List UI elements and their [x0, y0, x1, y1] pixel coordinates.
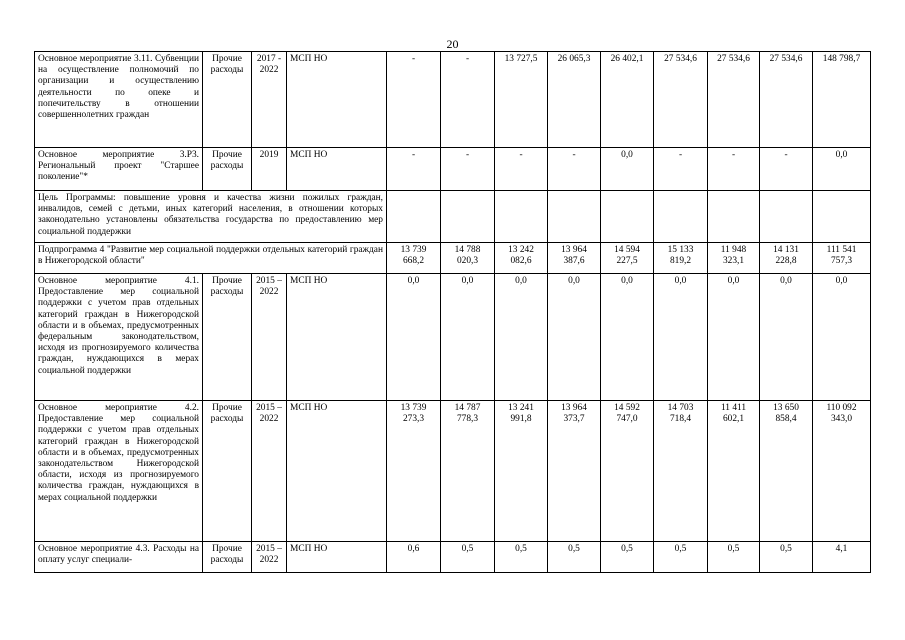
- value-cell: 0,0: [601, 148, 654, 191]
- value-cell: 0,6: [387, 542, 441, 573]
- value-cell: 27 534,6: [708, 52, 760, 148]
- value-cell: 0,0: [654, 274, 708, 401]
- value-cell: 0,5: [601, 542, 654, 573]
- value-cell: [654, 191, 708, 243]
- table-row: [35, 243, 871, 274]
- value-cell: 27 534,6: [654, 52, 708, 148]
- value-cell: 13 650 858,4: [760, 401, 813, 542]
- value-cell: 0,0: [441, 274, 495, 401]
- value-cell: 0,5: [760, 542, 813, 573]
- value-cell: [441, 191, 495, 243]
- total-cell: 4,1: [813, 542, 871, 573]
- value-cell: 13 739 273,3: [387, 401, 441, 542]
- table-row: [35, 52, 871, 148]
- executor: МСП НО: [287, 52, 387, 148]
- value-cell: 26 402,1: [601, 52, 654, 148]
- value-cell: 13 241 991,8: [495, 401, 548, 542]
- executor: МСП НО: [287, 274, 387, 401]
- value-cell: 0,0: [548, 274, 601, 401]
- activity-description: Основное мероприятие 3.Р3. Региональный проект "Старшее поколение"*: [35, 148, 203, 191]
- value-cell: 13 739 668,2: [387, 243, 441, 274]
- total-cell: 148 798,7: [813, 52, 871, 148]
- value-cell: 0,0: [601, 274, 654, 401]
- value-cell: [601, 191, 654, 243]
- executor: МСП НО: [287, 148, 387, 191]
- period: 2015 – 2022: [252, 401, 287, 542]
- value-cell: -: [441, 52, 495, 148]
- value-cell: 14 788 020,3: [441, 243, 495, 274]
- value-cell: -: [548, 148, 601, 191]
- value-cell: 14 703 718,4: [654, 401, 708, 542]
- subprogram-title: Подпрограмма 4 "Развитие мер социальной поддержки отдельных категорий граждан в Нижегородской области": [35, 243, 387, 274]
- total-cell: 110 092 343,0: [813, 401, 871, 542]
- value-cell: -: [654, 148, 708, 191]
- value-cell: 11 948 323,1: [708, 243, 760, 274]
- expense-type: Прочие расходы: [203, 401, 252, 542]
- value-cell: 11 411 602,1: [708, 401, 760, 542]
- value-cell: 0,5: [495, 542, 548, 573]
- table-row: [35, 148, 871, 191]
- executor: МСП НО: [287, 401, 387, 542]
- value-cell: 0,5: [548, 542, 601, 573]
- period: 2019: [252, 148, 287, 191]
- value-cell: 13 242 082,6: [495, 243, 548, 274]
- activity-description: Основное мероприятие 4.2. Предоставление мер социальной поддержки с учетом прав отдельных категорий граждан в Нижегородской области и в объемах, предусмотренных законодательством Нижегородской области, исходя из прогнозируемого количества граждан, нуждающихся в мерах социальной поддержки: [35, 401, 203, 542]
- program-goal: Цель Программы: повышение уровня и качества жизни пожилых граждан, инвалидов, семей с детьми, иных категорий населения, в отношении которых законодательно установлены обязательства государства по предоставлению мер социальной поддержки: [35, 191, 387, 243]
- value-cell: [708, 191, 760, 243]
- value-cell: 0,0: [760, 274, 813, 401]
- value-cell: 0,5: [441, 542, 495, 573]
- total-cell: 0,0: [813, 148, 871, 191]
- value-cell: 27 534,6: [760, 52, 813, 148]
- table-row: [35, 401, 871, 542]
- value-cell: 14 592 747,0: [601, 401, 654, 542]
- page-number: 20: [446, 37, 459, 51]
- expense-type: Прочие расходы: [203, 52, 252, 148]
- value-cell: 0,0: [495, 274, 548, 401]
- expense-type: Прочие расходы: [203, 274, 252, 401]
- table-row: [35, 274, 871, 401]
- value-cell: 15 133 819,2: [654, 243, 708, 274]
- expense-type: Прочие расходы: [203, 148, 252, 191]
- value-cell: [387, 191, 441, 243]
- value-cell: [548, 191, 601, 243]
- activity-description: Основное мероприятие 3.11. Субвенции на осуществление полномочий по организации и осуществлению деятельности по опеке и попечительству в отношении совершеннолетних граждан: [35, 52, 203, 148]
- period: 2015 – 2022: [252, 542, 287, 573]
- table-row: [35, 191, 871, 243]
- program-funding-table: [34, 51, 871, 573]
- total-cell: 111 541 757,3: [813, 243, 871, 274]
- value-cell: 13 727,5: [495, 52, 548, 148]
- value-cell: -: [387, 148, 441, 191]
- value-cell: 26 065,3: [548, 52, 601, 148]
- value-cell: 14 594 227,5: [601, 243, 654, 274]
- value-cell: -: [441, 148, 495, 191]
- activity-description: Основное мероприятие 4.3. Расходы на оплату услуг специали-: [35, 542, 203, 573]
- period: 2017 - 2022: [252, 52, 287, 148]
- value-cell: 0,0: [387, 274, 441, 401]
- value-cell: 13 964 387,6: [548, 243, 601, 274]
- value-cell: 14 787 778,3: [441, 401, 495, 542]
- value-cell: -: [495, 148, 548, 191]
- value-cell: 14 131 228,8: [760, 243, 813, 274]
- value-cell: 0,5: [708, 542, 760, 573]
- value-cell: [760, 191, 813, 243]
- expense-type: Прочие расходы: [203, 542, 252, 573]
- value-cell: 0,0: [708, 274, 760, 401]
- value-cell: 13 964 373,7: [548, 401, 601, 542]
- total-cell: 0,0: [813, 274, 871, 401]
- activity-description: Основное мероприятие 4.1. Предоставление мер социальной поддержки с учетом прав отдельных категорий граждан в Нижегородской области и в объемах, предусмотренных федеральным законодательством, исходя из прогнозируемого количества граждан, нуждающихся в мерах социальной поддержки: [35, 274, 203, 401]
- table-row: [35, 542, 871, 573]
- value-cell: -: [387, 52, 441, 148]
- value-cell: 0,5: [654, 542, 708, 573]
- value-cell: -: [760, 148, 813, 191]
- total-cell: [813, 191, 871, 243]
- executor: МСП НО: [287, 542, 387, 573]
- value-cell: [495, 191, 548, 243]
- value-cell: -: [708, 148, 760, 191]
- period: 2015 – 2022: [252, 274, 287, 401]
